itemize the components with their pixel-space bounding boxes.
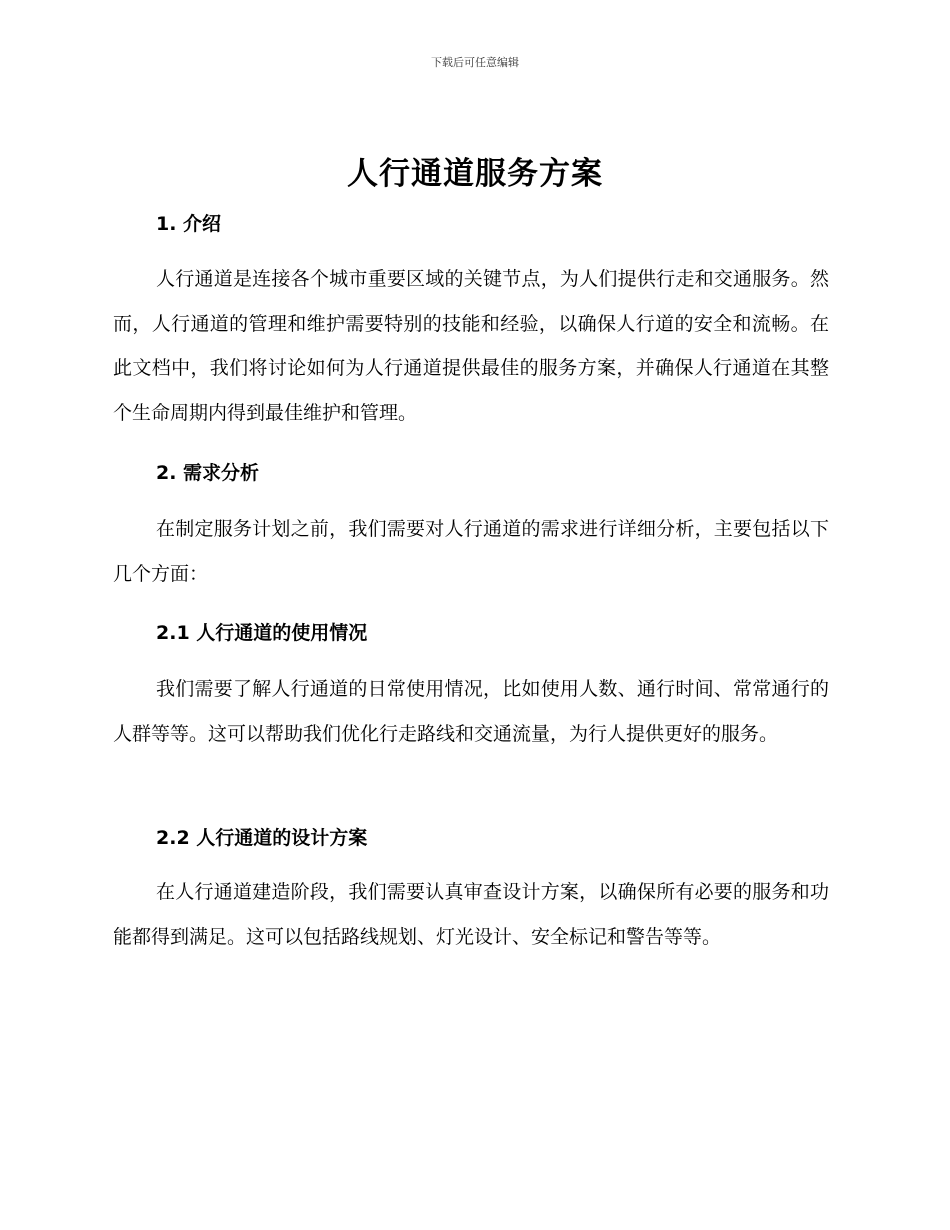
section-heading-requirements: 2. 需求分析 — [156, 462, 260, 484]
section-paragraph-usage: 我们需要了解人行通道的日常使用情况，比如使用人数、通行时间、常常通行的人群等等。这可以帮助我们优化行走路线和交通流量，为行人提供更好的服务。 — [113, 678, 829, 745]
section-heading-introduction: 1. 介绍 — [156, 213, 222, 235]
section-paragraph-introduction: 人行通道是连接各个城市重要区域的关键节点，为人们提供行走和交通服务。然而，人行通道的管理和维护需要特别的技能和经验，以确保人行道的安全和流畅。在此文档中，我们将讨论如何为人行通道提供最佳的服务方案，并确保人行通道在其整个生命周期内得到最佳维护和管理。 — [113, 268, 829, 424]
header-note: 下载后可任意编辑 — [431, 56, 519, 69]
section-paragraph-requirements: 在制定服务计划之前，我们需要对人行通道的需求进行详细分析，主要包括以下几个方面： — [113, 518, 829, 585]
section-heading-usage: 2.1 人行通道的使用情况 — [156, 622, 368, 644]
section-paragraph-design: 在人行通道建造阶段，我们需要认真审查设计方案，以确保所有必要的服务和功能都得到满足。这可以包括路线规划、灯光设计、安全标记和警告等等。 — [113, 881, 829, 948]
section-heading-design: 2.2 人行通道的设计方案 — [156, 827, 368, 849]
document-title: 人行通道服务方案 — [347, 156, 603, 192]
